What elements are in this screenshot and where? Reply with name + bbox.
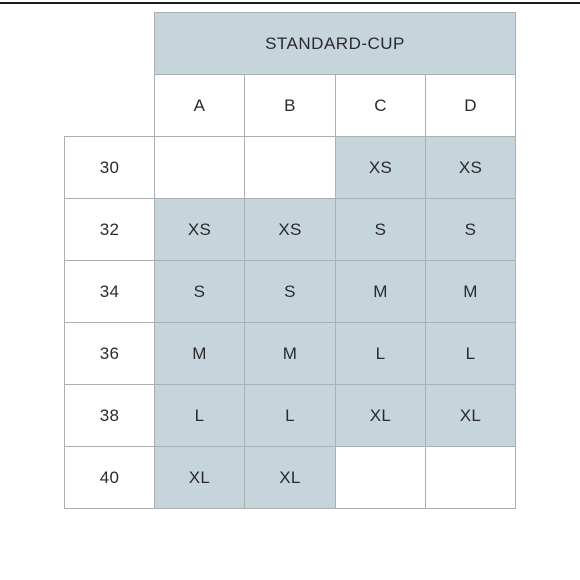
empty-cell [154,136,245,199]
size-cell: S [244,260,336,323]
band-size-cell: 40 [64,446,155,509]
empty-cell [425,446,516,509]
cup-header-c: C [335,74,426,137]
size-cell: M [154,322,245,385]
standard-cup-header: STANDARD-CUP [154,12,516,75]
size-cell: M [335,260,426,323]
size-cell: L [425,322,516,385]
size-cell: M [244,322,336,385]
size-cell: L [244,384,336,447]
cup-header-d: D [425,74,516,137]
size-cell: XL [154,446,245,509]
size-cell: XS [244,198,336,261]
size-cell: XS [335,136,426,199]
cup-header-b: B [244,74,336,137]
cup-header-a: A [154,74,245,137]
size-cell: L [154,384,245,447]
size-cell: XL [244,446,336,509]
size-cell: S [335,198,426,261]
size-cell: XL [425,384,516,447]
band-size-cell: 32 [64,198,155,261]
size-cell: M [425,260,516,323]
size-cell: XL [335,384,426,447]
band-size-cell: 36 [64,322,155,385]
band-size-cell: 38 [64,384,155,447]
empty-cell [244,136,336,199]
empty-cell [335,446,426,509]
band-size-cell: 30 [64,136,155,199]
size-cell: L [335,322,426,385]
size-cell: S [154,260,245,323]
band-size-cell: 34 [64,260,155,323]
size-cell: XS [425,136,516,199]
size-cell: S [425,198,516,261]
size-cell: XS [154,198,245,261]
